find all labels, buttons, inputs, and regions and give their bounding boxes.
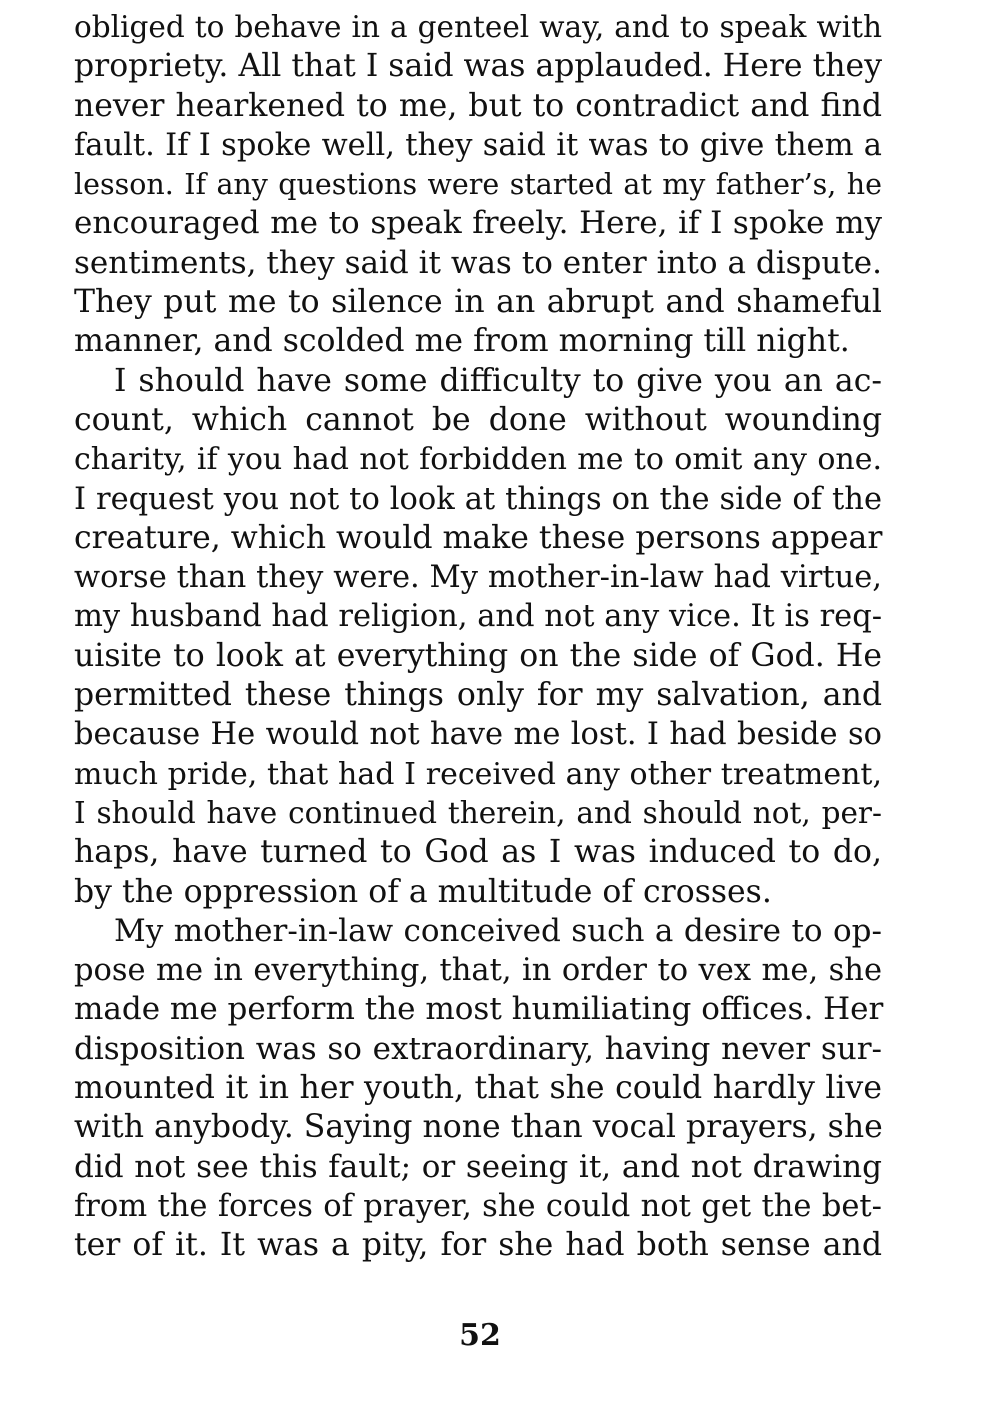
text-line: They put me to silence in an abrupt and shameful — [74, 284, 882, 321]
paragraph — [74, 8, 882, 362]
text-line: manner, and scolded me from morning till night. — [74, 323, 850, 360]
text-line: because He would not have me lost. I had beside so — [74, 717, 882, 753]
text-line: never hearkened to me, but to contradict and find — [74, 87, 882, 124]
text-line: propriety. All that I said was applauded. Here they — [74, 48, 882, 85]
text-line: pose me in everything, that, in order to vex me, she — [74, 953, 882, 989]
text-line: by the oppression of a multitude of crosses. — [74, 873, 772, 910]
text-line: worse than they were. My mother-in-law had virtue, — [74, 560, 882, 596]
text-line: did not see this fault; or seeing it, and not drawing — [74, 1148, 882, 1185]
body-text — [74, 8, 882, 1266]
text-line: with anybody. Saying none than vocal prayers, she — [74, 1109, 883, 1146]
text-line: my husband had religion, and not any vice. It is req- — [74, 599, 883, 635]
text-line: fault. If I spoke well, they said it was to give them a — [74, 127, 882, 163]
text-line: from the forces of prayer, she could not get the bet- — [74, 1188, 882, 1224]
text-line: creature, which would make these persons appear — [74, 519, 883, 556]
text-line: obliged to behave in a genteel way, and to speak with — [74, 10, 882, 44]
text-line: disposition was so extraordinary, having never sur- — [74, 1030, 882, 1067]
text-line: encouraged me to speak freely. Here, if I spoke my — [74, 205, 882, 242]
text-line: sentiments, they said it was to enter into a dispute. — [74, 244, 882, 281]
text-line: uisite to look at everything on the side of God. He — [74, 637, 882, 674]
text-line: I should have continued therein, and should not, per- — [74, 795, 882, 830]
text-line: lesson. If any questions were started at my father’s, he — [74, 168, 882, 202]
text-line: mounted it in her youth, that she could hardly live — [74, 1070, 882, 1107]
page-number: 52 — [459, 1318, 501, 1353]
text-line: permitted these things only for my salvation, and — [74, 677, 882, 714]
text-line: ter of it. It was a pity, for she had both sense and — [74, 1227, 882, 1264]
text-line: count, which cannot be done without wounding — [74, 401, 882, 438]
text-line: My mother-in-law conceived such a desire to op- — [114, 912, 882, 949]
paragraph — [74, 362, 882, 912]
text-line: I request you not to look at things on the side of the — [74, 481, 882, 517]
text-line: haps, have turned to God as I was induced to do, — [74, 834, 882, 871]
paragraph — [74, 912, 882, 1266]
text-line: much pride, that had I received any other treatment, — [74, 756, 882, 792]
text-line: I should have some difficulty to give you an ac- — [114, 362, 882, 399]
text-line: made me perform the most humiliating offices. Her — [74, 991, 884, 1028]
text-line: charity, if you had not forbidden me to omit any one. — [74, 442, 882, 478]
